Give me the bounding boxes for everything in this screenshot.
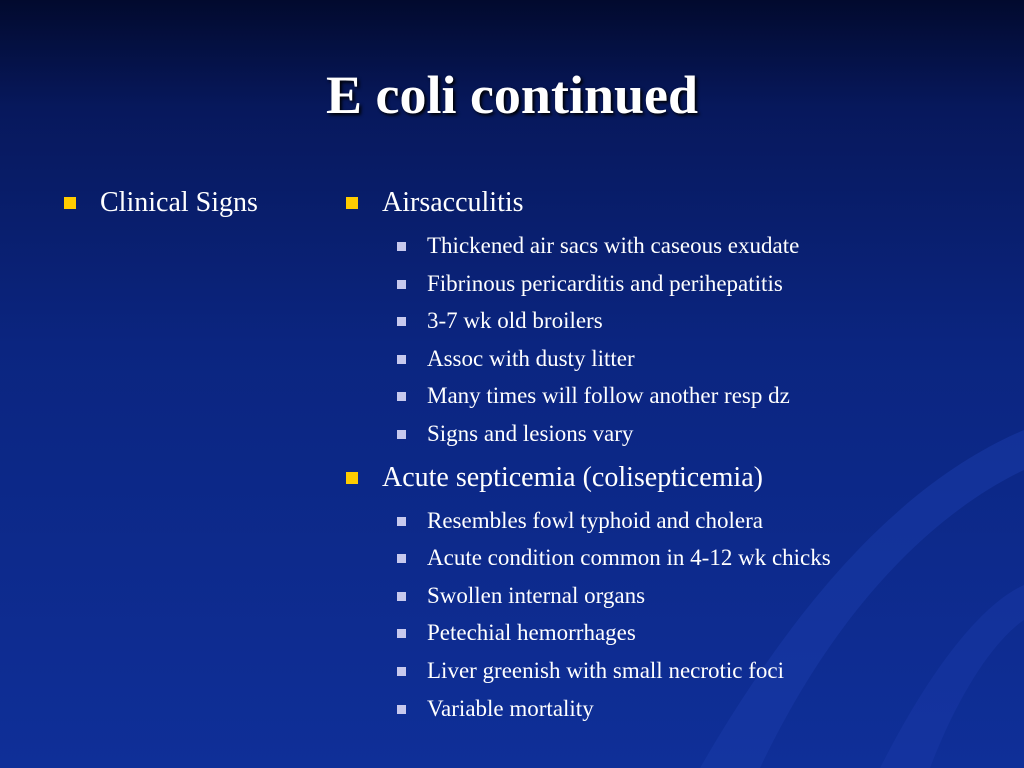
- square-sub-bullet-icon: [397, 517, 406, 526]
- sub-bullet-text: Fibrinous pericarditis and perihepatitis: [427, 270, 783, 296]
- bullet-item-clinical-signs: [62, 186, 258, 220]
- square-sub-bullet-icon: [397, 317, 406, 326]
- sub-bullet-item: [389, 377, 1004, 415]
- square-sub-bullet-icon: [397, 592, 406, 601]
- bullet-heading-text: Airsacculitis: [382, 187, 524, 218]
- sub-bullet-item: [389, 652, 1004, 690]
- sub-bullet-text: 3-7 wk old broilers: [427, 308, 603, 334]
- sub-bullet-item: [389, 302, 1004, 340]
- bullet-group-acute-septicemia: [344, 461, 1004, 728]
- square-sub-bullet-icon: [397, 554, 406, 563]
- sub-bullet-item: [389, 690, 1004, 728]
- square-sub-bullet-icon: [397, 392, 406, 401]
- sub-bullet-item: [389, 227, 1004, 265]
- sub-bullet-text: Petechial hemorrhages: [427, 620, 636, 646]
- sub-bullet-item: [389, 502, 1004, 540]
- sub-bullet-text: Swollen internal organs: [427, 582, 646, 608]
- bullet-heading-text: Acute septicemia (colisepticemia): [382, 461, 763, 493]
- sub-bullet-item: [389, 265, 1004, 303]
- square-bullet-icon: [64, 197, 76, 209]
- bullet-text: Clinical Signs: [100, 187, 258, 218]
- square-sub-bullet-icon: [397, 705, 406, 714]
- bullet-group-airsacculitis: [344, 186, 1004, 453]
- sub-bullet-text: Assoc with dusty litter: [427, 345, 635, 371]
- square-bullet-icon: [346, 472, 358, 484]
- sub-bullet-item: [389, 340, 1004, 378]
- square-sub-bullet-icon: [397, 242, 406, 251]
- square-sub-bullet-icon: [397, 629, 406, 638]
- square-sub-bullet-icon: [397, 667, 406, 676]
- bullet-heading: [344, 186, 1004, 220]
- sub-bullet-item: [389, 415, 1004, 453]
- sub-bullet-text: Variable mortality: [427, 695, 594, 721]
- left-column: [62, 186, 258, 220]
- sub-bullet-text: Many times will follow another resp dz: [427, 383, 790, 409]
- slide-title: E coli continued: [325, 65, 699, 125]
- square-bullet-icon: [346, 197, 358, 209]
- sub-bullet-item: [389, 614, 1004, 652]
- square-sub-bullet-icon: [397, 430, 406, 439]
- sub-bullet-item: [389, 539, 1004, 577]
- bullet-heading: [344, 461, 1004, 495]
- square-sub-bullet-icon: [397, 280, 406, 289]
- square-sub-bullet-icon: [397, 355, 406, 364]
- sub-bullet-text: Resembles fowl typhoid and cholera: [427, 507, 763, 533]
- right-column: [344, 186, 1004, 727]
- sub-bullet-text: Acute condition common in 4-12 wk chicks: [427, 545, 831, 571]
- sub-bullet-item: [389, 577, 1004, 615]
- sub-bullet-text: Liver greenish with small necrotic foci: [427, 657, 785, 683]
- sub-bullet-text: Thickened air sacs with caseous exudate: [427, 233, 800, 258]
- sub-bullet-text: Signs and lesions vary: [427, 420, 634, 446]
